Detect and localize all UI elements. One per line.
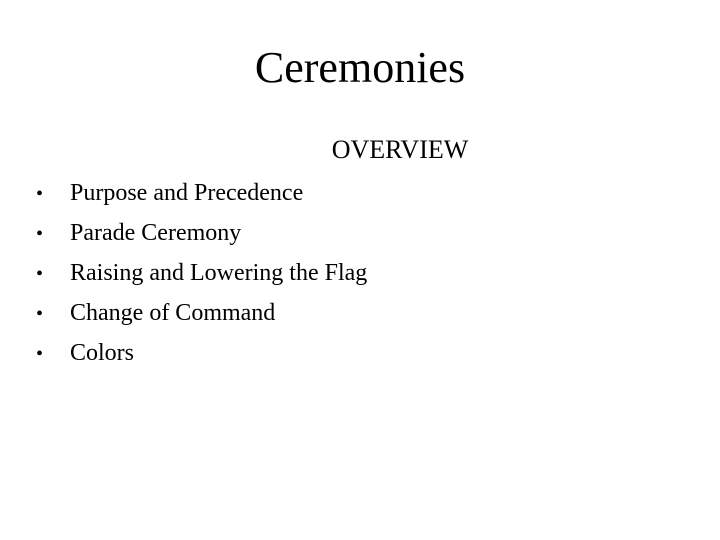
list-item-label: Parade Ceremony xyxy=(70,220,242,246)
bullet-icon: • xyxy=(36,183,44,205)
list-item-label: Colors xyxy=(70,340,135,366)
list-item xyxy=(36,293,367,333)
list-item-label: Change of Command xyxy=(70,300,276,326)
bullet-icon: • xyxy=(36,223,44,245)
list-item xyxy=(36,173,367,213)
list-item-label: Purpose and Precedence xyxy=(70,180,304,206)
bullet-list xyxy=(36,173,367,373)
bullet-icon: • xyxy=(36,303,44,325)
subtitle-text: OVERVIEW xyxy=(331,135,469,164)
list-item xyxy=(36,333,367,373)
list-item xyxy=(36,213,367,253)
slide-subtitle xyxy=(0,132,720,168)
slide-title: Ceremonies xyxy=(254,43,466,92)
bullet-icon: • xyxy=(36,263,44,285)
list-item xyxy=(36,253,367,293)
bullet-icon: • xyxy=(36,343,44,365)
list-item-label: Raising and Lowering the Flag xyxy=(70,260,368,286)
